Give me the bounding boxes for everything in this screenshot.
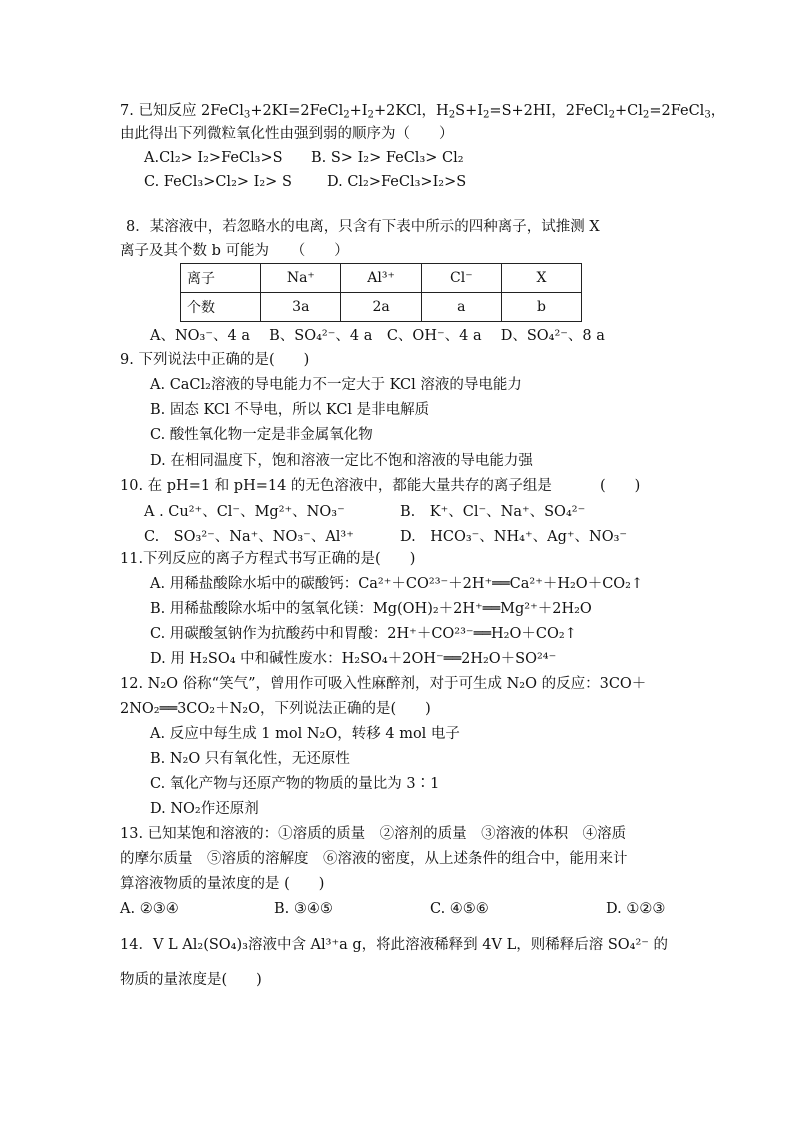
ion-table-cell: 2a xyxy=(341,293,421,322)
q8-stem-line1: 8．某溶液中，若忽略水的电离，只含有下表中所示的四种离子，试推测 X xyxy=(126,219,600,235)
q14-stem-line1: 14．V L Al₂(SO₄)₃溶液中含 Al³⁺a g，将此溶液稀释到 4V L，则稀释后溶 SO₄²⁻ 的 xyxy=(120,937,669,953)
q12-option-a: A. 反应中每生成 1 mol N₂O，转移 4 mol 电子 xyxy=(150,726,460,742)
q8-stem-line2: 离子及其个数 b 可能为 （ ） xyxy=(120,243,349,259)
q12-option-c: C. 氧化产物与还原产物的物质的量比为 3∶1 xyxy=(150,776,440,792)
ion-table-cell: X xyxy=(501,264,581,293)
q11-option-d: D. 用 H₂SO₄ 中和碱性废水：H₂SO₄＋2OH⁻══2H₂O＋SO²⁴⁻ xyxy=(150,651,557,667)
q9-option-d: D. 在相同温度下，饱和溶液一定比不饱和溶液的导电能力强 xyxy=(150,453,533,469)
ion-table-cell: Na⁺ xyxy=(261,264,341,293)
q10-answer-paren: ( ) xyxy=(600,478,641,494)
q8-options: A、NO₃⁻、4 a B、SO₄²⁻、4 a C、OH⁻、4 a D、SO₄²⁻、8 a xyxy=(150,328,605,344)
ion-table-cell: a xyxy=(421,293,501,322)
q7-option-c: C. FeCl₃>Cl₂> I₂> S xyxy=(144,174,292,190)
q10-option-c: C. SO₃²⁻、Na⁺、NO₃⁻、Al³⁺ xyxy=(144,529,354,545)
ion-table-cell: 离子 xyxy=(181,264,261,293)
q14-stem-line2: 物质的量浓度是( ) xyxy=(120,972,262,988)
q13-stem-line3: 算溶液物质的量浓度的是 ( ) xyxy=(120,876,325,892)
q7-option-b: B. S> I₂> FeCl₃> Cl₂ xyxy=(311,150,464,166)
q10-option-b: B. K⁺、Cl⁻、Na⁺、SO₄²⁻ xyxy=(400,504,586,520)
q11-option-c: C. 用碳酸氢钠作为抗酸药中和胃酸：2H⁺＋CO²³⁻══H₂O＋CO₂↑ xyxy=(150,626,577,642)
ion-table-cell: 个数 xyxy=(181,293,261,322)
q11-option-a: A. 用稀盐酸除水垢中的碳酸钙：Ca²⁺＋CO²³⁻＋2H⁺══Ca²⁺＋H₂O＋CO₂↑ xyxy=(150,576,644,592)
q13-option-b: B. ③④⑤ xyxy=(274,901,333,917)
q9-option-c: C. 酸性氧化物一定是非金属氧化物 xyxy=(150,427,373,443)
ion-table xyxy=(180,263,582,322)
ion-table-row xyxy=(181,293,582,322)
q9-option-b: B. 固态 KCl 不导电，所以 KCl 是非电解质 xyxy=(150,402,430,418)
q7-option-d: D. Cl₂>FeCl₃>I₂>S xyxy=(327,174,467,190)
q10-option-d: D. HCO₃⁻、NH₄⁺、Ag⁺、NO₃⁻ xyxy=(400,529,628,545)
ion-table-cell: 3a xyxy=(261,293,341,322)
ion-table-cell: Cl⁻ xyxy=(421,264,501,293)
q7-option-a: A.Cl₂> I₂>FeCl₃>S xyxy=(144,150,283,166)
q12-option-b: B. N₂O 只有氧化性，无还原性 xyxy=(150,751,350,767)
q12-stem-line2: 2NO₂══3CO₂＋N₂O，下列说法正确的是( ) xyxy=(120,701,431,717)
q7-stem-line2: 由此得出下列微粒氧化性由强到弱的顺序为（ ） xyxy=(120,126,454,142)
q11-option-b: B. 用稀盐酸除水垢中的氢氧化镁：Mg(OH)₂＋2H⁺══Mg²⁺＋2H₂O xyxy=(150,601,592,617)
ion-table-row xyxy=(181,264,582,293)
q10-stem: 10. 在 pH=1 和 pH=14 的无色溶液中，都能大量共存的离子组是 xyxy=(120,478,552,494)
q13-stem-line1: 13. 已知某饱和溶液的：①溶质的质量 ②溶剂的质量 ③溶液的体积 ④溶质 xyxy=(120,826,627,842)
q12-option-d: D. NO₂作还原剂 xyxy=(150,801,259,817)
ion-table-cell: Al³⁺ xyxy=(341,264,421,293)
q13-option-d: D. ①②③ xyxy=(606,901,666,917)
q10-option-a: A . Cu²⁺、Cl⁻、Mg²⁺、NO₃⁻ xyxy=(144,504,345,520)
q13-option-a: A. ②③④ xyxy=(120,901,179,917)
q7-stem-line1: 7. 已知反应 $2FeCl_3+2KI=2FeCl_2+I_2+2KCl$，$H_2S+I_2=S+2HI$，$2FeCl_2+Cl_2=2FeCl_3$， xyxy=(120,103,726,121)
q9-option-a: A. CaCl₂溶液的导电能力不一定大于 KCl 溶液的导电能力 xyxy=(150,377,522,393)
q9-stem: 9. 下列说法中正确的是( ) xyxy=(120,352,310,368)
q12-stem-line1: 12. N₂O 俗称“笑气”，曾用作可吸入性麻醉剂，对于可生成 N₂O 的反应：3CO＋ xyxy=(120,676,647,692)
ion-table-cell: b xyxy=(501,293,581,322)
q13-stem-line2: 的摩尔质量 ⑤溶质的溶解度 ⑥溶液的密度，从上述条件的组合中，能用来计 xyxy=(120,851,628,867)
q13-option-c: C. ④⑤⑥ xyxy=(430,901,489,917)
q11-stem: 11.下列反应的离子方程式书写正确的是( ) xyxy=(120,551,416,567)
